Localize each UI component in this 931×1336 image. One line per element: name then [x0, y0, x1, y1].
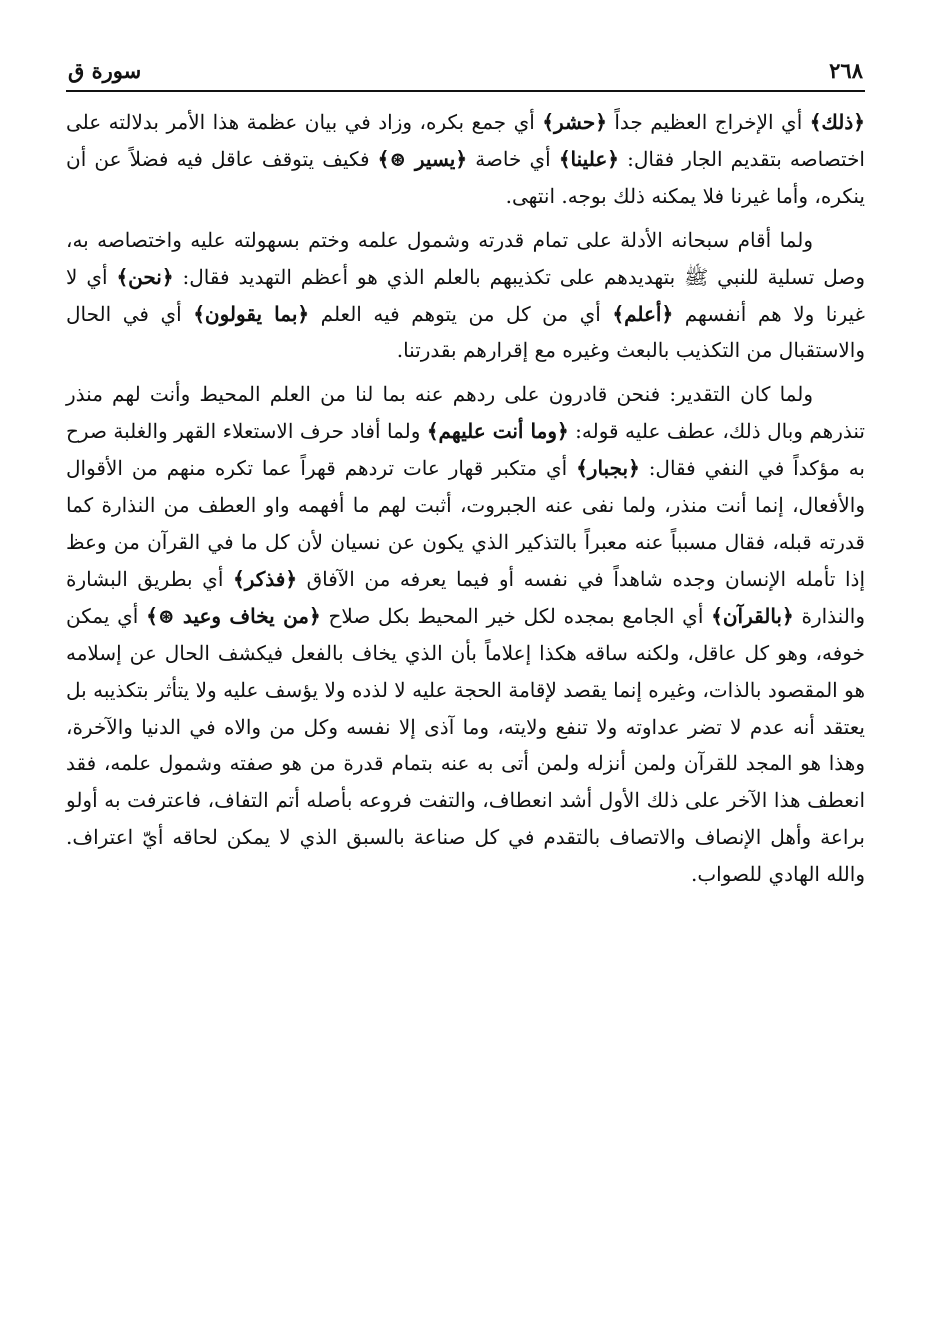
quran-word: ﴿ يسير ⊛ ﴾	[378, 147, 467, 171]
text-span: أي الإخراج العظيم جداً	[606, 110, 810, 134]
header-divider	[66, 90, 865, 92]
quran-word: ﴿ وما أنت عليهم ﴾	[427, 419, 569, 443]
page-header	[68, 56, 863, 86]
quran-word: ﴿ بالقرآن ﴾	[711, 604, 794, 628]
quran-word: ﴿ من يخاف وعيد ⊛ ﴾	[146, 604, 321, 628]
text-span: أي في الحال والاستقبال من التكذيب بالبعث وغيره مع إقرارهم بقدرتنا.	[66, 301, 865, 363]
body-text	[66, 104, 865, 893]
quran-word: ﴿ بما يقولون ﴾	[193, 302, 309, 326]
text-span: ولما أفاد حرف الاستعلاء القهر والغلبة صرح به مؤكداً في النفي فقال:	[66, 419, 865, 481]
text-span: أي بطريق البشارة والنذارة	[66, 566, 865, 628]
paragraph-3	[66, 376, 865, 893]
quran-word: ﴿ نحن ﴾	[116, 265, 173, 289]
text-span: ولما أقام سبحانه الأدلة على تمام قدرته وشمول علمه وختم بسهولته عليه واختصاصه به، وصل تسلية للنبي ﷺ بتهديدهم على تكذيبهم بالعلم الذي هو أعظم التهديد فقال:	[66, 227, 865, 289]
quran-word: ﴿ حشر ﴾	[542, 110, 607, 134]
text-span: فكيف يتوقف عاقل فيه فضلاً عن أن ينكره، وأما غيرنا فلا يمكنه ذلك بوجه. انتهى.	[66, 146, 865, 208]
quran-word: ﴿ أعلم ﴾	[612, 302, 673, 326]
text-span: أي من كل من يتوهم فيه العلم	[309, 301, 613, 326]
text-span: أي خاصة	[467, 146, 559, 171]
text-span: أي متكبر قهار عات تردهم قهراً عما تكره منهم من الأقوال والأفعال، إنما أنت منذر، ولما نفى عنه الجبروت، أثبت لهم ما أفهمه واو العطف من النذارة كما قدرته قبله، فقال مسبباً عنه معبراً بالتذكير الذي يكون عن نسيان لأن كل ما في القرآن من وعظ إذا تأمله الإنسان وجده شاهداً في نفسه أو فيما يعرفه من الآفاق	[66, 456, 866, 591]
text-span: أي يمكن خوفه، وهو كل عاقل، ولكنه ساقه هكذا إعلاماً بأن الذي يخاف بالفعل فيكشف الحال عن إسلامه هو المقصود بالذات، وغيره إنما يقصد لإقامة الحجة عليه لا لذده ولا يؤسف عليه ولا يتأثر بتكذيبه بل يعتقد أنه عدم لا تضر عداوته ولا تنفع ولايته، وما آذى إلا نفسه وكل من والاه في الدنيا والآخرة، وهذا هو المجد للقرآن ولمن أنزله ولمن أتى به عنه بتمام قدرة من هو صفته وشمول علمه، فقد انعطف هذا الآخر على ذلك الأول أشد انعطاف، والتفت فروعه بأصله أتم التفاف، فاعترفت به أولو براعة وأهل الإنصاف والاتصاف بالتقدم في كل صناعة بالسبق الذي لا يمكن لحاقه أيّ اعتراف. والله الهادي للصواب.	[66, 603, 866, 887]
page-number: ٢٦٨	[829, 58, 863, 83]
paragraph-2	[66, 222, 865, 370]
text-span: أي لا غيرنا ولا هم أنفسهم	[66, 264, 865, 326]
surah-title: سورة ق	[68, 58, 142, 83]
quran-word: ﴿ ذلك ﴾	[810, 110, 865, 134]
text-span: أي جمع بكره، وزاد في بيان عظمة هذا الأمر بدلالته على اختصاصه بتقديم الجار فقال:	[66, 110, 865, 171]
quran-word: ﴿ بجبار ﴾	[576, 456, 640, 480]
text-span: أي الجامع بمجده لكل خير المحيط بكل صلاح	[320, 603, 712, 628]
paragraph-1	[66, 104, 865, 215]
text-span: ولما كان التقدير: فنحن قادرون على ردهم عنه بما لنا من العلم المحيط وأنت لهم منذر تنذرهم وبال ذلك، عطف عليه قوله:	[66, 382, 865, 444]
quran-word: ﴿ علينا ﴾	[559, 147, 619, 171]
quran-word: ﴿ فذكر ﴾	[233, 567, 297, 591]
